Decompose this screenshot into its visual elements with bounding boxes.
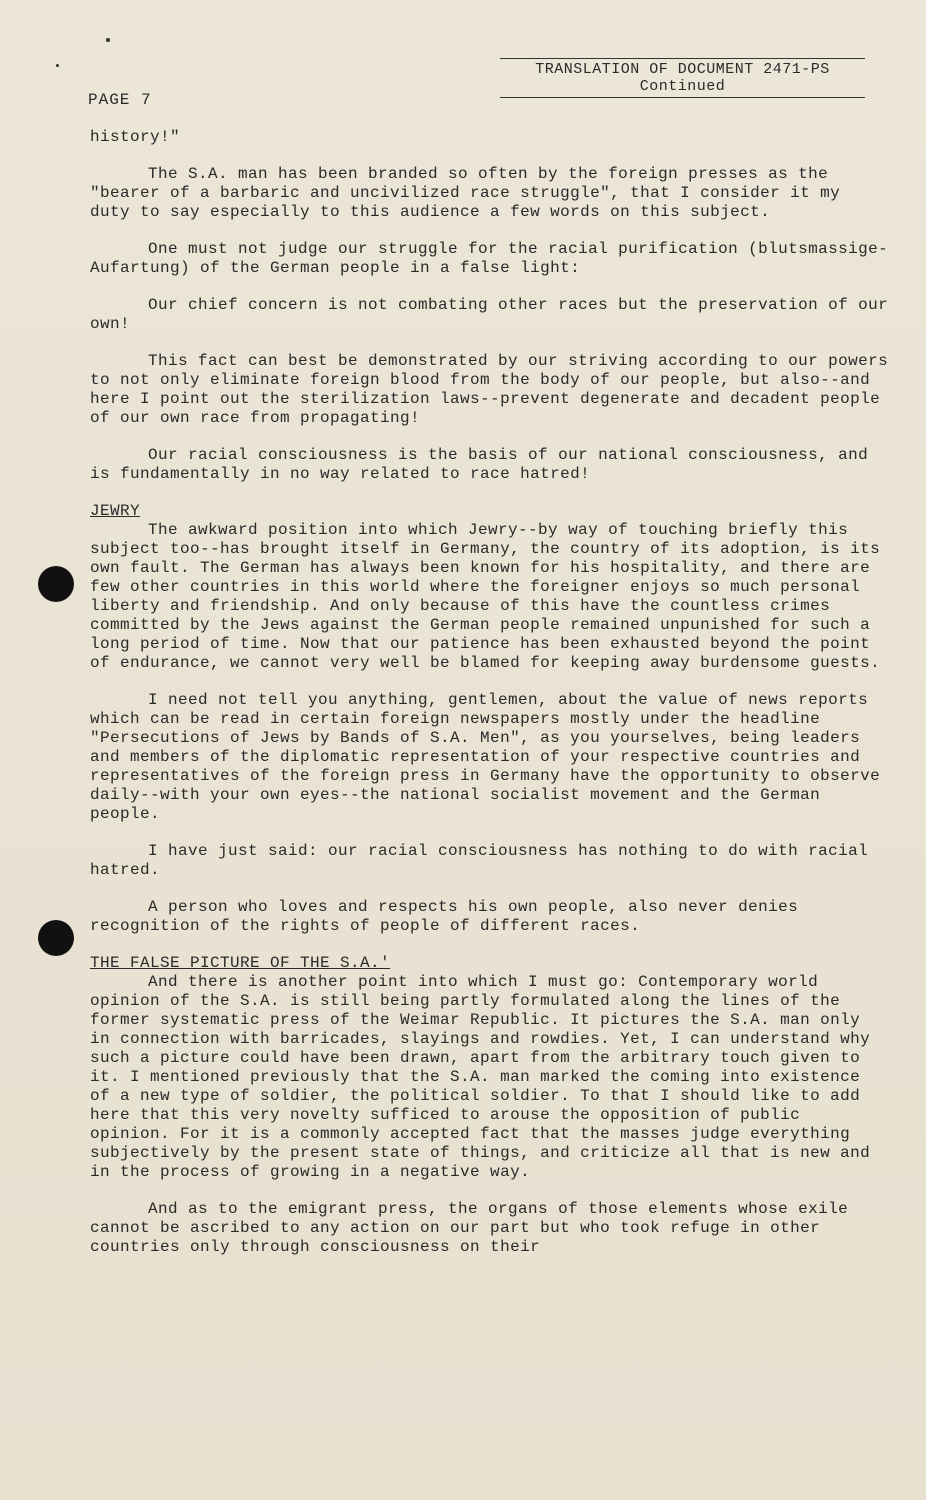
paragraph: I have just said: our racial consciousness has nothing to do with racial hatred. [90,842,879,879]
section-heading-false-picture: THE FALSE PICTURE OF THE S.A.' [90,954,391,972]
stray-mark [56,64,59,67]
document-body [90,128,899,1275]
document-title: TRANSLATION OF DOCUMENT 2471-PS [500,58,865,78]
section-heading-jewry: JEWRY [90,502,141,520]
page-number: PAGE 7 [88,91,152,109]
paragraph: And there is another point into which I must go: Contemporary world opinion of the S.A. is still being partly formulated along the lines of the former systematic press of the Weimar Republic. It pictures the S.A. man only in connection with barricades, slayings and rowdies. Yet, I can understand why such a picture could have been drawn, apart from the arbitrary touch given to it. I mentioned previously that the S.A. man marked the coming into existence of a new type of soldier, the political soldier. To that I should like to add here that this very novelty sufficed to arouse the opposition of public opinion. For it is a commonly accepted fact that the masses judge everything subjectively by the present state of things, and criticize all that is new and in the process of growing in a negative way. [90,973,871,1181]
document-header [500,58,865,98]
paragraph: history!" [90,128,181,146]
continued-label: Continued [500,78,865,98]
paragraph: Our racial consciousness is the basis of our national consciousness, and is fundamentally in no way related to race hatred! [90,446,879,483]
paragraph: The awkward position into which Jewry--by way of touching briefly this subject too--has brought itself in Germany, the country of its adoption, is its own fault. The German has always been known for his hospitality, and there are few other countries in this world where the foreigner enjoys so much personal liberty and friendship. And only because of this have the countless crimes committed by the Jews against the German people remained unpunished for such a long period of time. Now that our patience has been exhausted beyond the point of endurance, we cannot very well be blamed for keeping away burdensome guests. [90,521,881,672]
paragraph: One must not judge our struggle for the racial purification (blutsmassige-Aufartung) of the German people in a false light: [90,240,889,277]
paragraph: This fact can best be demonstrated by our striving according to our powers to not only eliminate foreign blood from the body of our people, but also--and here I point out the sterilization laws--prevent degenerate and decadent people of our own race from propagating! [90,352,899,427]
paragraph: I need not tell you anything, gentlemen, about the value of news reports which can be read in certain foreign newspapers mostly under the headline "Persecutions of Jews by Bands of S.A. Men", as you yourselves, being leaders and members of the diplomatic representation of your respective countries and representatives of the foreign press in Germany have the opportunity to observe daily--with your own eyes--the national socialist movement and the German people. [90,691,891,823]
paragraph: The S.A. man has been branded so often by the foreign presses as the "bearer of a barbaric and uncivilized race struggle", that I consider it my duty to say especially to this audience a few words on this subject. [90,165,851,221]
stray-mark [106,38,110,42]
punch-hole-bottom [38,920,74,956]
punch-hole-top [38,566,74,602]
paragraph: A person who loves and respects his own people, also never denies recognition of the rights of people of different races. [90,898,809,935]
paragraph: And as to the emigrant press, the organs of those elements whose exile cannot be ascribed to any action on our part but who took refuge in other countries only through consciousness on their [90,1200,859,1256]
paragraph: Our chief concern is not combating other races but the preservation of our own! [90,296,899,333]
